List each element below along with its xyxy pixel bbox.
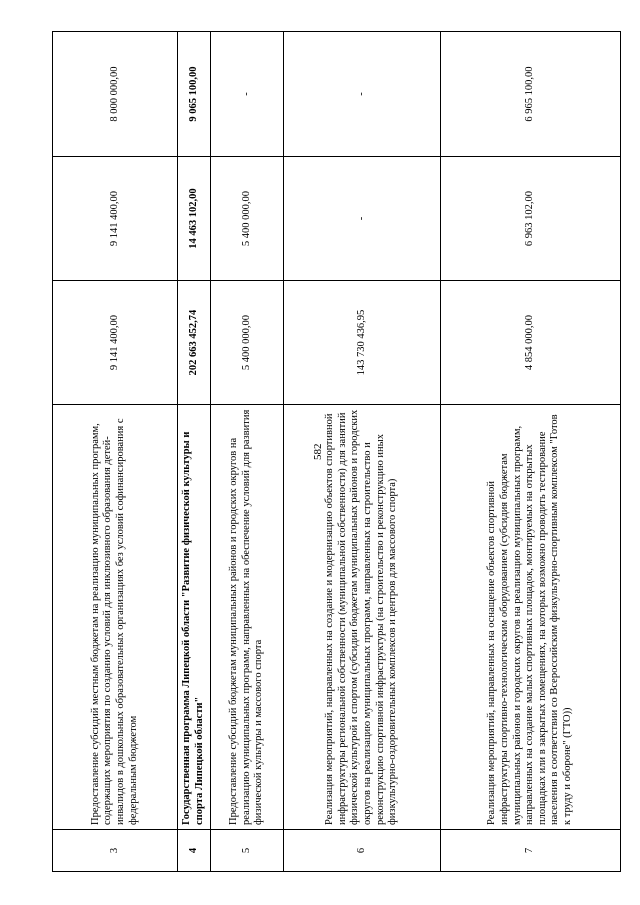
row-value-3: 6 965 100,00: [441, 32, 621, 157]
table-row: [53, 32, 178, 872]
row-value-1: 4 854 000,00: [441, 281, 621, 405]
row-value-3: 8 000 000,00: [53, 32, 178, 157]
row-value-2: 14 463 102,00: [178, 157, 211, 281]
table-row: [441, 32, 621, 872]
row-description: Реализация мероприятий, направленных на создание и модернизацию объектов спортивной инфраструктуры региональной собственности (муниципальной собственности) для занятий физической культурой и спортом (субсидии бюджетам муниципальных районов и городских округов на реализацию муниципальных программ, направленных на строительство и реконструкцию спортивной инфраструктуры (на строительство и реконструкцию иных физкультурно-оздоровительных комплексов и центров для массового спорта): [284, 405, 441, 830]
row-value-1: 143 730 436,95: [284, 281, 441, 405]
row-description: Предоставление субсидий местным бюджетам на реализацию муниципальных программ, содержащих мероприятия по созданию условий для инклюзивного образования детей-инвалидов в дошкольных образовательных организациях без условий софинансирования с федеральным бюджетом: [53, 405, 178, 830]
row-value-1: 5 400 000,00: [211, 281, 284, 405]
row-value-3: 9 065 100,00: [178, 32, 211, 157]
row-number: 6: [284, 830, 441, 872]
row-value-2: -: [284, 157, 441, 281]
row-value-2: 5 400 000,00: [211, 157, 284, 281]
budget-table: [52, 31, 621, 872]
row-number: 5: [211, 830, 284, 872]
row-value-2: 9 141 400,00: [53, 157, 178, 281]
row-description: Предоставление субсидий бюджетам муниципальных районов и городских округов на реализацию муниципальных программ, направленных на обеспечение условий для развития физической культуры и массового спорта: [211, 405, 284, 830]
row-value-1: 9 141 400,00: [53, 281, 178, 405]
rotated-content: [52, 32, 620, 872]
table-sheet: [52, 32, 620, 872]
row-number: 3: [53, 830, 178, 872]
table-row: [284, 32, 441, 872]
row-description: Реализация мероприятий, направленных на оснащение объектов спортивной инфраструктуры спортивно-технологическим оборудованием (субсидия бюджетам муниципальных районов и городских округов на реализацию муниципальных программ, направленных на создание малых спортивных площадок, монтируемых на открытых площадках или в закрытых помещениях, на которых возможно проводить тестирование населения в соответствии со Всероссийским физкультурно-спортивным комплексом "Готов к труду и обороне" (ГТО)): [441, 405, 621, 830]
row-description: Государственная программа Липецкой области "Развитие физической культуры и спорта Липецкой области": [178, 405, 211, 830]
row-number: 4: [178, 830, 211, 872]
row-value-1: 202 663 452,74: [178, 281, 211, 405]
table-row: [178, 32, 211, 872]
row-value-2: 6 963 102,00: [441, 157, 621, 281]
table-row: [211, 32, 284, 872]
row-number: 7: [441, 830, 621, 872]
page-number-text: 582: [312, 443, 324, 460]
row-value-3: -: [284, 32, 441, 157]
row-value-3: -: [211, 32, 284, 157]
